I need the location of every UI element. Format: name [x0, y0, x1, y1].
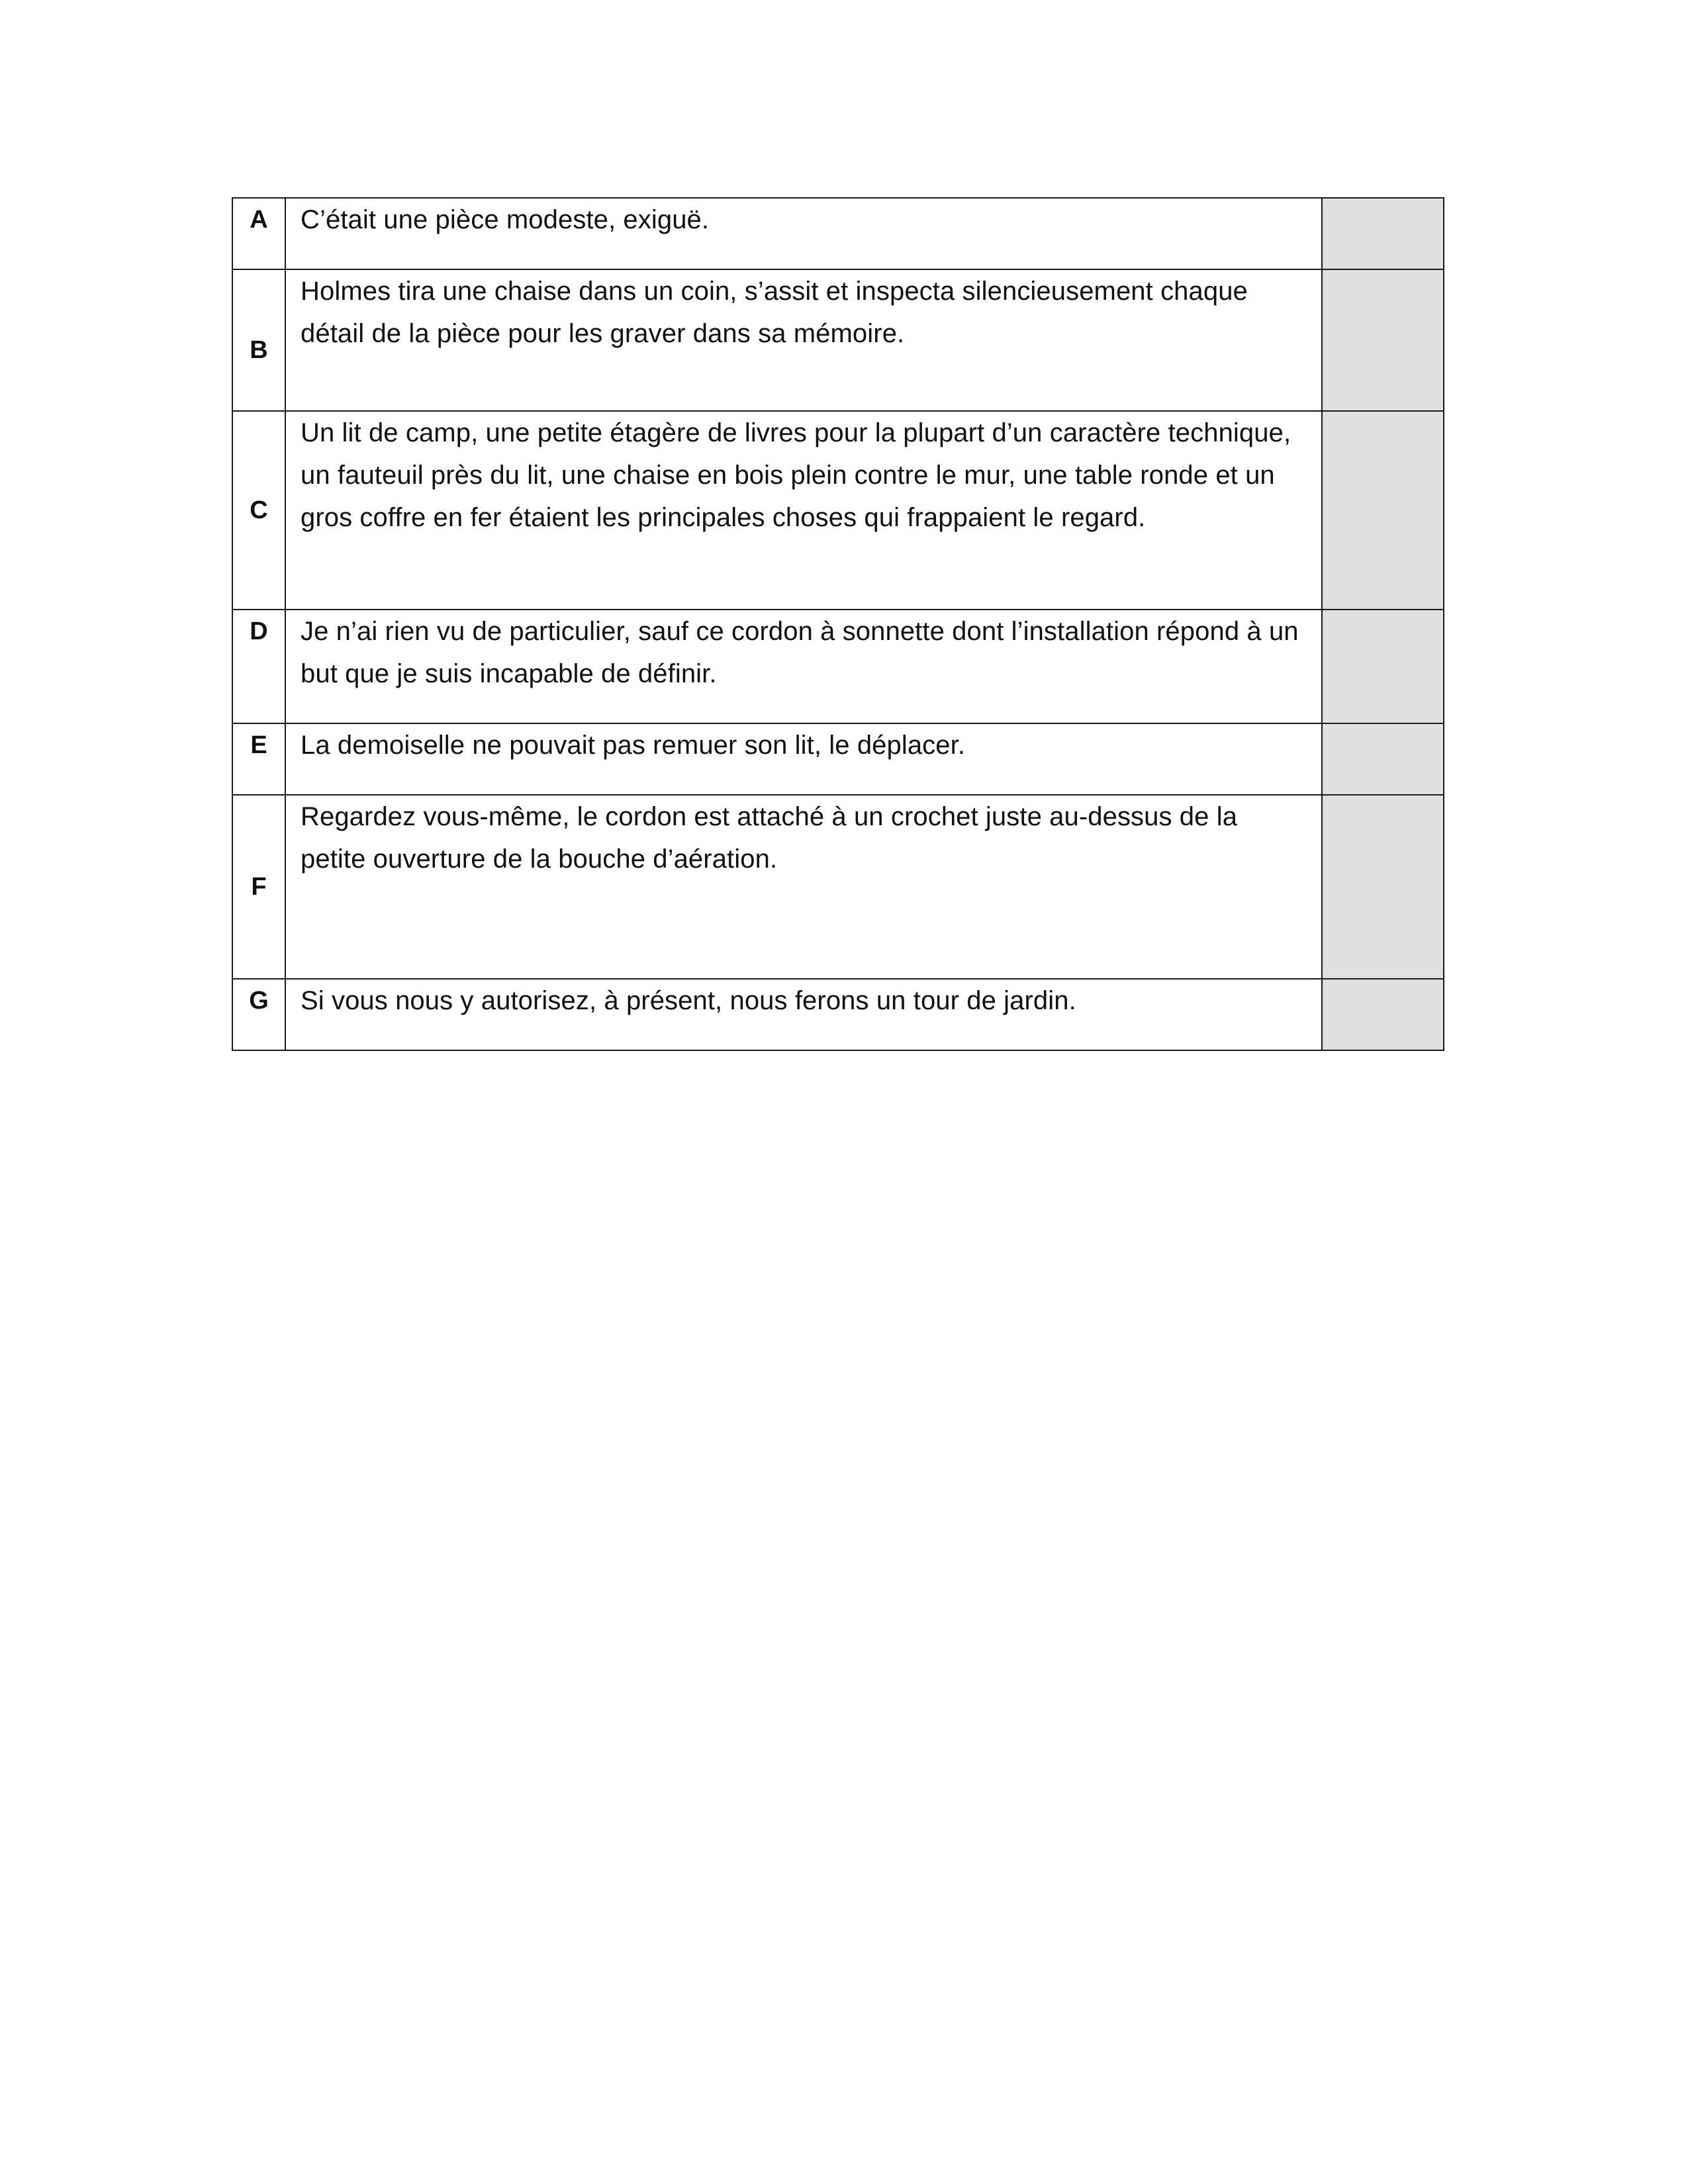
answer-box[interactable] — [1322, 610, 1444, 723]
row-text: Si vous nous y autorisez, à présent, nous ferons un tour de jardin. — [285, 979, 1322, 1050]
table-row — [232, 723, 1444, 795]
row-text: Holmes tira une chaise dans un coin, s’assit et inspecta silencieusement chaque détail de la pièce pour les graver dans sa mémoire. — [285, 269, 1322, 411]
row-letter-cell — [232, 723, 285, 795]
answer-box[interactable] — [1322, 723, 1444, 795]
row-letter-cell — [232, 411, 285, 610]
row-letter: F — [251, 873, 267, 901]
answer-box[interactable] — [1322, 411, 1444, 610]
table-row — [232, 610, 1444, 723]
row-letter: C — [250, 496, 268, 524]
answer-box[interactable] — [1322, 269, 1444, 411]
row-letter: E — [250, 731, 267, 759]
answer-box[interactable] — [1322, 198, 1444, 269]
table-row — [232, 979, 1444, 1050]
row-letter: G — [249, 987, 269, 1015]
row-letter-cell — [232, 979, 285, 1050]
row-letter-cell — [232, 269, 285, 411]
answer-box[interactable] — [1322, 979, 1444, 1050]
table-row — [232, 411, 1444, 610]
table-row — [232, 198, 1444, 269]
row-letter: D — [250, 617, 268, 645]
row-letter-cell — [232, 795, 285, 979]
row-letter-cell — [232, 198, 285, 269]
row-letter-cell — [232, 610, 285, 723]
row-text: Regardez vous-même, le cordon est attaché à un crochet juste au-dessus de la petite ouverture de la bouche d’aération. — [285, 795, 1322, 979]
table-row — [232, 269, 1444, 411]
table-row — [232, 795, 1444, 979]
row-letter: B — [250, 336, 268, 364]
row-text: Je n’ai rien vu de particulier, sauf ce cordon à sonnette dont l’installation répond à un but que je suis incapable de définir. — [285, 610, 1322, 723]
row-text: La demoiselle ne pouvait pas remuer son lit, le déplacer. — [285, 723, 1322, 795]
row-text: C’était une pièce modeste, exiguë. — [285, 198, 1322, 269]
row-letter: A — [250, 206, 268, 234]
answer-box[interactable] — [1322, 795, 1444, 979]
sentence-table — [232, 197, 1444, 1051]
row-text: Un lit de camp, une petite étagère de livres pour la plupart d’un caractère technique, un fauteuil près du lit, une chaise en bois plein contre le mur, une table ronde et un gros coffre en fer étaient les principales choses qui frappaient le regard. — [285, 411, 1322, 610]
